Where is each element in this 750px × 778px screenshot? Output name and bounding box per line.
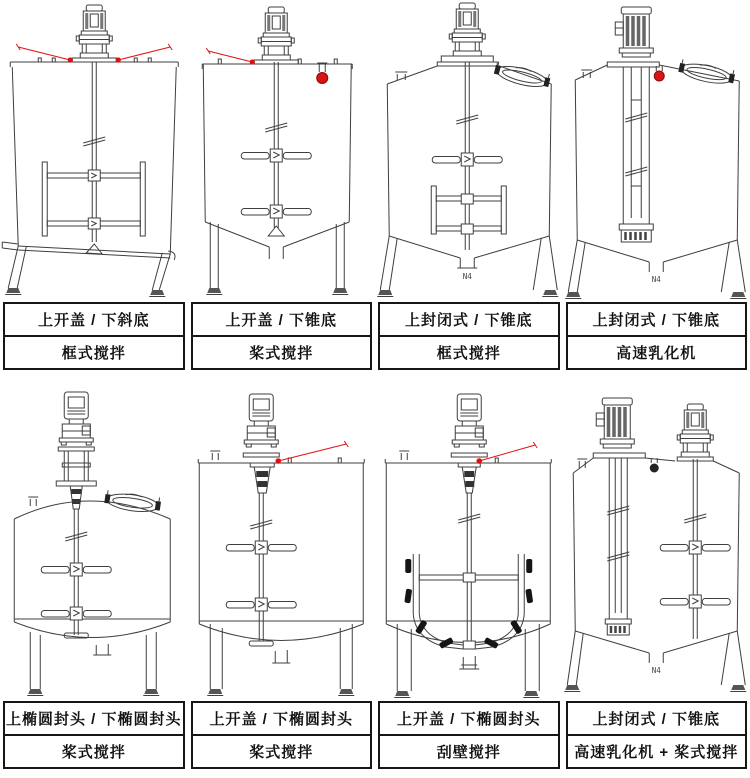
tank-body (14, 519, 170, 655)
tank-top-rim (198, 451, 364, 463)
tank-agitator-type-label: 桨式搅拌 (193, 734, 371, 767)
top-valve-port (649, 458, 658, 473)
tank-top-type-label: 上椭圆封头 / 下椭圆封头 (5, 711, 182, 728)
emulsifier-shaft (619, 67, 653, 242)
motor-assembly (243, 394, 279, 493)
nozzle-label: N4 (651, 666, 661, 675)
label-box-3 (378, 302, 560, 370)
product-cell-2 (188, 0, 376, 389)
product-cell-6 (188, 389, 376, 778)
tank-top-type-label: 上开盖 / 下锥底 (225, 312, 337, 329)
tank-agitator-type-label: 高速乳化机 (568, 335, 746, 368)
combined-agitator (431, 62, 506, 250)
tank-top-type-label: 上封闭式 / 下锥底 (404, 312, 533, 329)
tank-agitator-type-label: 桨式搅拌 (193, 335, 371, 368)
tank-legs (206, 222, 348, 295)
paddle-agitator (660, 459, 730, 639)
tank-agitator-type-label: 高速乳化机 + 桨式搅拌 (568, 734, 746, 767)
product-cell-3 (375, 0, 563, 389)
tank-drawing-open-top-elliptical-bottom-paddle (188, 389, 376, 699)
emulsifier-motor-assembly (593, 398, 645, 458)
tank-drawing-closed-top-cone-bottom-emulsifier-paddle (563, 389, 750, 699)
paddle-agitator (241, 62, 311, 236)
tank-legs (565, 240, 746, 299)
tank-agitator-type-label: 桨式搅拌 (5, 734, 183, 767)
tank-top-type-label: 上开盖 / 下椭圆封头 (209, 711, 353, 728)
motor-assembly (451, 394, 487, 493)
tank-drawing-open-top-cone-bottom-paddle (188, 0, 376, 300)
tank-drawing-open-top-elliptical-bottom-scraper (375, 389, 563, 699)
frame-agitator (42, 62, 145, 254)
motor-assembly (437, 3, 497, 66)
tank-agitator-type-label: 刮壁搅拌 (380, 734, 558, 767)
lid-handle-red-marker (275, 441, 348, 464)
label-box-4 (566, 302, 748, 370)
label-box-5 (3, 701, 185, 769)
product-cell-5 (0, 389, 188, 778)
tank-top-head (14, 490, 170, 519)
tank-legs (564, 631, 746, 692)
tank-agitator-type-label: 框式搅拌 (5, 335, 183, 368)
label-box-7 (378, 701, 560, 769)
tank-agitator-type-label: 框式搅拌 (380, 335, 558, 368)
motor-assembly (254, 7, 298, 64)
product-cell-8 (563, 389, 750, 778)
tank-drawing-closed-top-cone-bottom-emulsifier (563, 0, 750, 300)
tank-body (573, 473, 739, 663)
lid-handle-red-marker (206, 48, 255, 65)
product-cell-1 (0, 0, 188, 389)
nozzle-label: N4 (651, 275, 661, 284)
motor-assembly (72, 5, 116, 62)
product-cell-4 (563, 0, 750, 389)
red-ball-valve (654, 66, 664, 81)
tank-body (199, 463, 363, 663)
emulsifier-shaft (605, 458, 631, 635)
tank-body (575, 80, 739, 272)
motor-assembly (56, 392, 96, 509)
red-ball-valve (316, 63, 327, 84)
tank-top-type-label: 上开盖 / 下椭圆封头 (396, 711, 541, 728)
label-box-6 (191, 701, 373, 769)
tank-drawing-open-top-slant-bottom-frame (0, 0, 188, 300)
tank-legs (377, 236, 558, 297)
tank-drawing-closed-top-cone-bottom-frame (375, 0, 563, 300)
tank-top-rim (10, 58, 178, 67)
tank-legs (207, 624, 354, 696)
tank-top-type-label: 上封闭式 / 下锥底 (592, 711, 720, 728)
paddle-agitator (226, 493, 296, 646)
label-box-8 (566, 701, 748, 769)
label-box-2 (191, 302, 373, 370)
tank-top-type-label: 上开盖 / 下斜底 (37, 312, 150, 329)
scraper-agitator (404, 493, 533, 649)
tank-legs (27, 632, 159, 696)
tank-drawing-elliptical-heads-paddle (0, 389, 188, 699)
emulsifier-motor-assembly (607, 7, 659, 67)
product-cell-7 (375, 389, 563, 778)
nozzle-label: N4 (462, 272, 472, 281)
tank-top-type-label: 上封闭式 / 下锥底 (592, 312, 720, 329)
agitator-motor-assembly (677, 404, 713, 461)
label-box-1 (3, 302, 185, 370)
